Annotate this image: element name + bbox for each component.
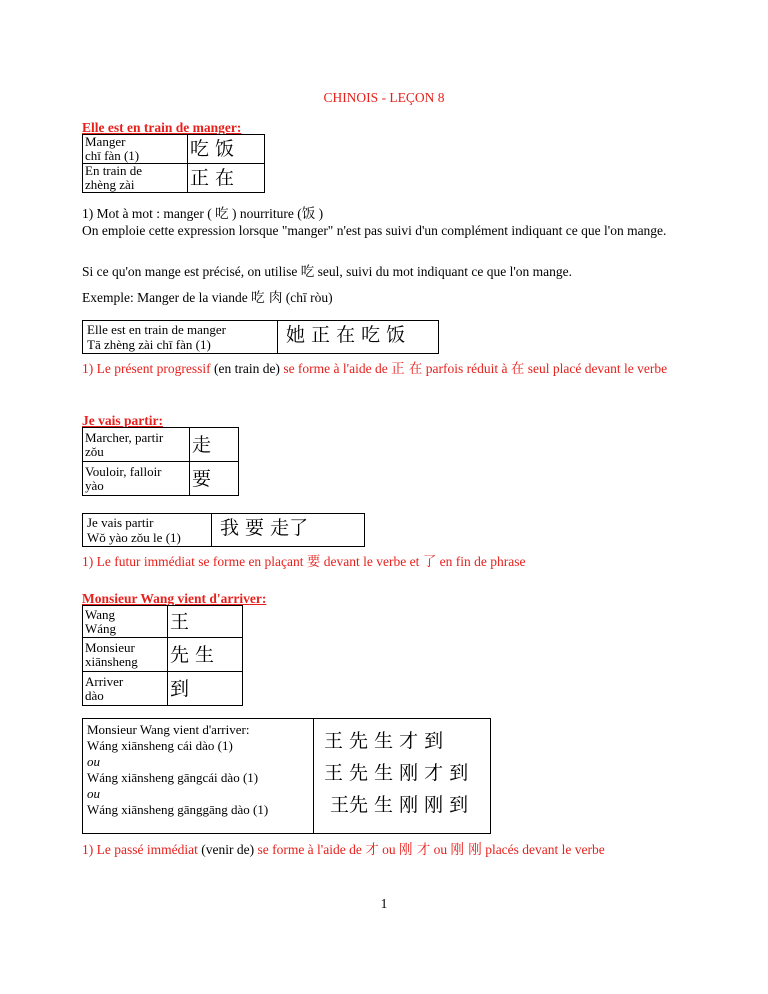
- sentence-hanzi: 王 先 生 刚 才 到: [324, 762, 469, 784]
- vocab-row: [83, 135, 265, 164]
- sentence-hanzi: 王 先 生 才 到: [324, 730, 444, 752]
- sentence-pinyin: Wáng xiānsheng gāngcái dào (1): [87, 770, 259, 785]
- vocab-pinyin: xiānsheng: [85, 653, 138, 669]
- sentence-pinyin: Wáng xiānsheng cái dào (1): [87, 738, 233, 753]
- sentence-box-2: [82, 513, 365, 547]
- vocab-row: [83, 606, 243, 638]
- example-line: Exemple: Manger de la viande 吃 肉 (chī ròu): [82, 290, 333, 306]
- grammar-rule-1: 1) Le présent progressif (en train de) se forme à l'aide de 正 在 parfois réduit à 在 seul placé devant le verbe: [82, 361, 668, 377]
- section-heading-3: Monsieur Wang vient d'arriver:: [82, 591, 267, 606]
- vocab-french: En train de: [85, 163, 143, 178]
- vocab-hanzi: 要: [190, 462, 239, 496]
- grammar-rule-2: 1) Le futur immédiat se forme en plaçant 要 devant le verbe et 了 en fin de phrase: [82, 554, 526, 570]
- grammar-rule-3: 1) Le passé immédiat (venir de) se forme à l'aide de 才 ou 刚 才 ou 刚 刚 placés devant le verbe: [82, 842, 605, 858]
- sentence-french: Monsieur Wang vient d'arriver:: [87, 722, 250, 737]
- vocab-hanzi: 正 在: [188, 164, 265, 193]
- vocab-row: [83, 638, 243, 672]
- vocab-french: Marcher, partir: [85, 429, 164, 445]
- note-precise: Si ce qu'on mange est précisé, on utilise 吃 seul, suivi du mot indiquant ce que l'on mange.: [82, 264, 573, 280]
- note-literal: 1) Mot à mot : manger ( 吃 ) nourriture (饭 ): [82, 206, 324, 222]
- sentence-pinyin: Tā zhèng zài chī fàn (1): [87, 337, 211, 352]
- note-usage: On emploie cette expression lorsque "manger" n'est pas suivi d'un complément indiquant ce que l'on mange.: [82, 223, 667, 238]
- sentence-pinyin: Wǒ yào zǒu le (1): [87, 530, 181, 545]
- sentence-french: Je vais partir: [87, 515, 154, 530]
- sentence-french: Elle est en train de manger: [87, 322, 226, 337]
- vocab-table-2: [82, 427, 239, 496]
- vocab-french: Arriver: [85, 673, 124, 689]
- vocab-french: Manger: [85, 134, 126, 149]
- vocab-french: Wang: [85, 606, 115, 622]
- vocab-pinyin: Wáng: [85, 620, 117, 636]
- vocab-row: [83, 164, 265, 193]
- vocab-pinyin: zhèng zài: [85, 177, 135, 192]
- sentence-hanzi: 她 正 在 吃 饭: [286, 324, 406, 346]
- vocab-row: [83, 428, 239, 462]
- vocab-hanzi: 王: [168, 606, 243, 638]
- vocab-french: Vouloir, falloir: [85, 463, 162, 479]
- vocab-row: [83, 672, 243, 706]
- vocab-hanzi: 到: [168, 672, 243, 706]
- vocab-pinyin: dào: [85, 687, 104, 703]
- vocab-row: [83, 462, 239, 496]
- or-label: ou: [87, 754, 100, 769]
- vocab-hanzi: 走: [190, 428, 239, 462]
- page-title: CHINOIS - LEÇON 8: [323, 90, 445, 105]
- sentence-box-3: [82, 718, 491, 834]
- sentence-hanzi: 我 要 走了: [220, 517, 309, 539]
- section-heading-1: Elle est en train de manger:: [82, 120, 242, 135]
- vocab-table-3: [82, 605, 243, 706]
- page-number: 1: [380, 896, 388, 911]
- vocab-hanzi: 吃 饭: [188, 135, 265, 164]
- vocab-pinyin: zǒu: [85, 443, 104, 459]
- sentence-hanzi: 王先 生 刚 刚 到: [330, 794, 469, 816]
- section-heading-2: Je vais partir:: [82, 413, 163, 428]
- sentence-box-1: [82, 320, 439, 354]
- sentence-pinyin: Wáng xiānsheng gānggāng dào (1): [87, 802, 269, 817]
- vocab-french: Monsieur: [85, 639, 135, 655]
- vocab-pinyin: chī fàn (1): [85, 148, 140, 163]
- vocab-hanzi: 先 生: [168, 638, 243, 672]
- or-label: ou: [87, 786, 100, 801]
- vocab-table-1: [82, 134, 265, 193]
- vocab-pinyin: yào: [85, 477, 104, 493]
